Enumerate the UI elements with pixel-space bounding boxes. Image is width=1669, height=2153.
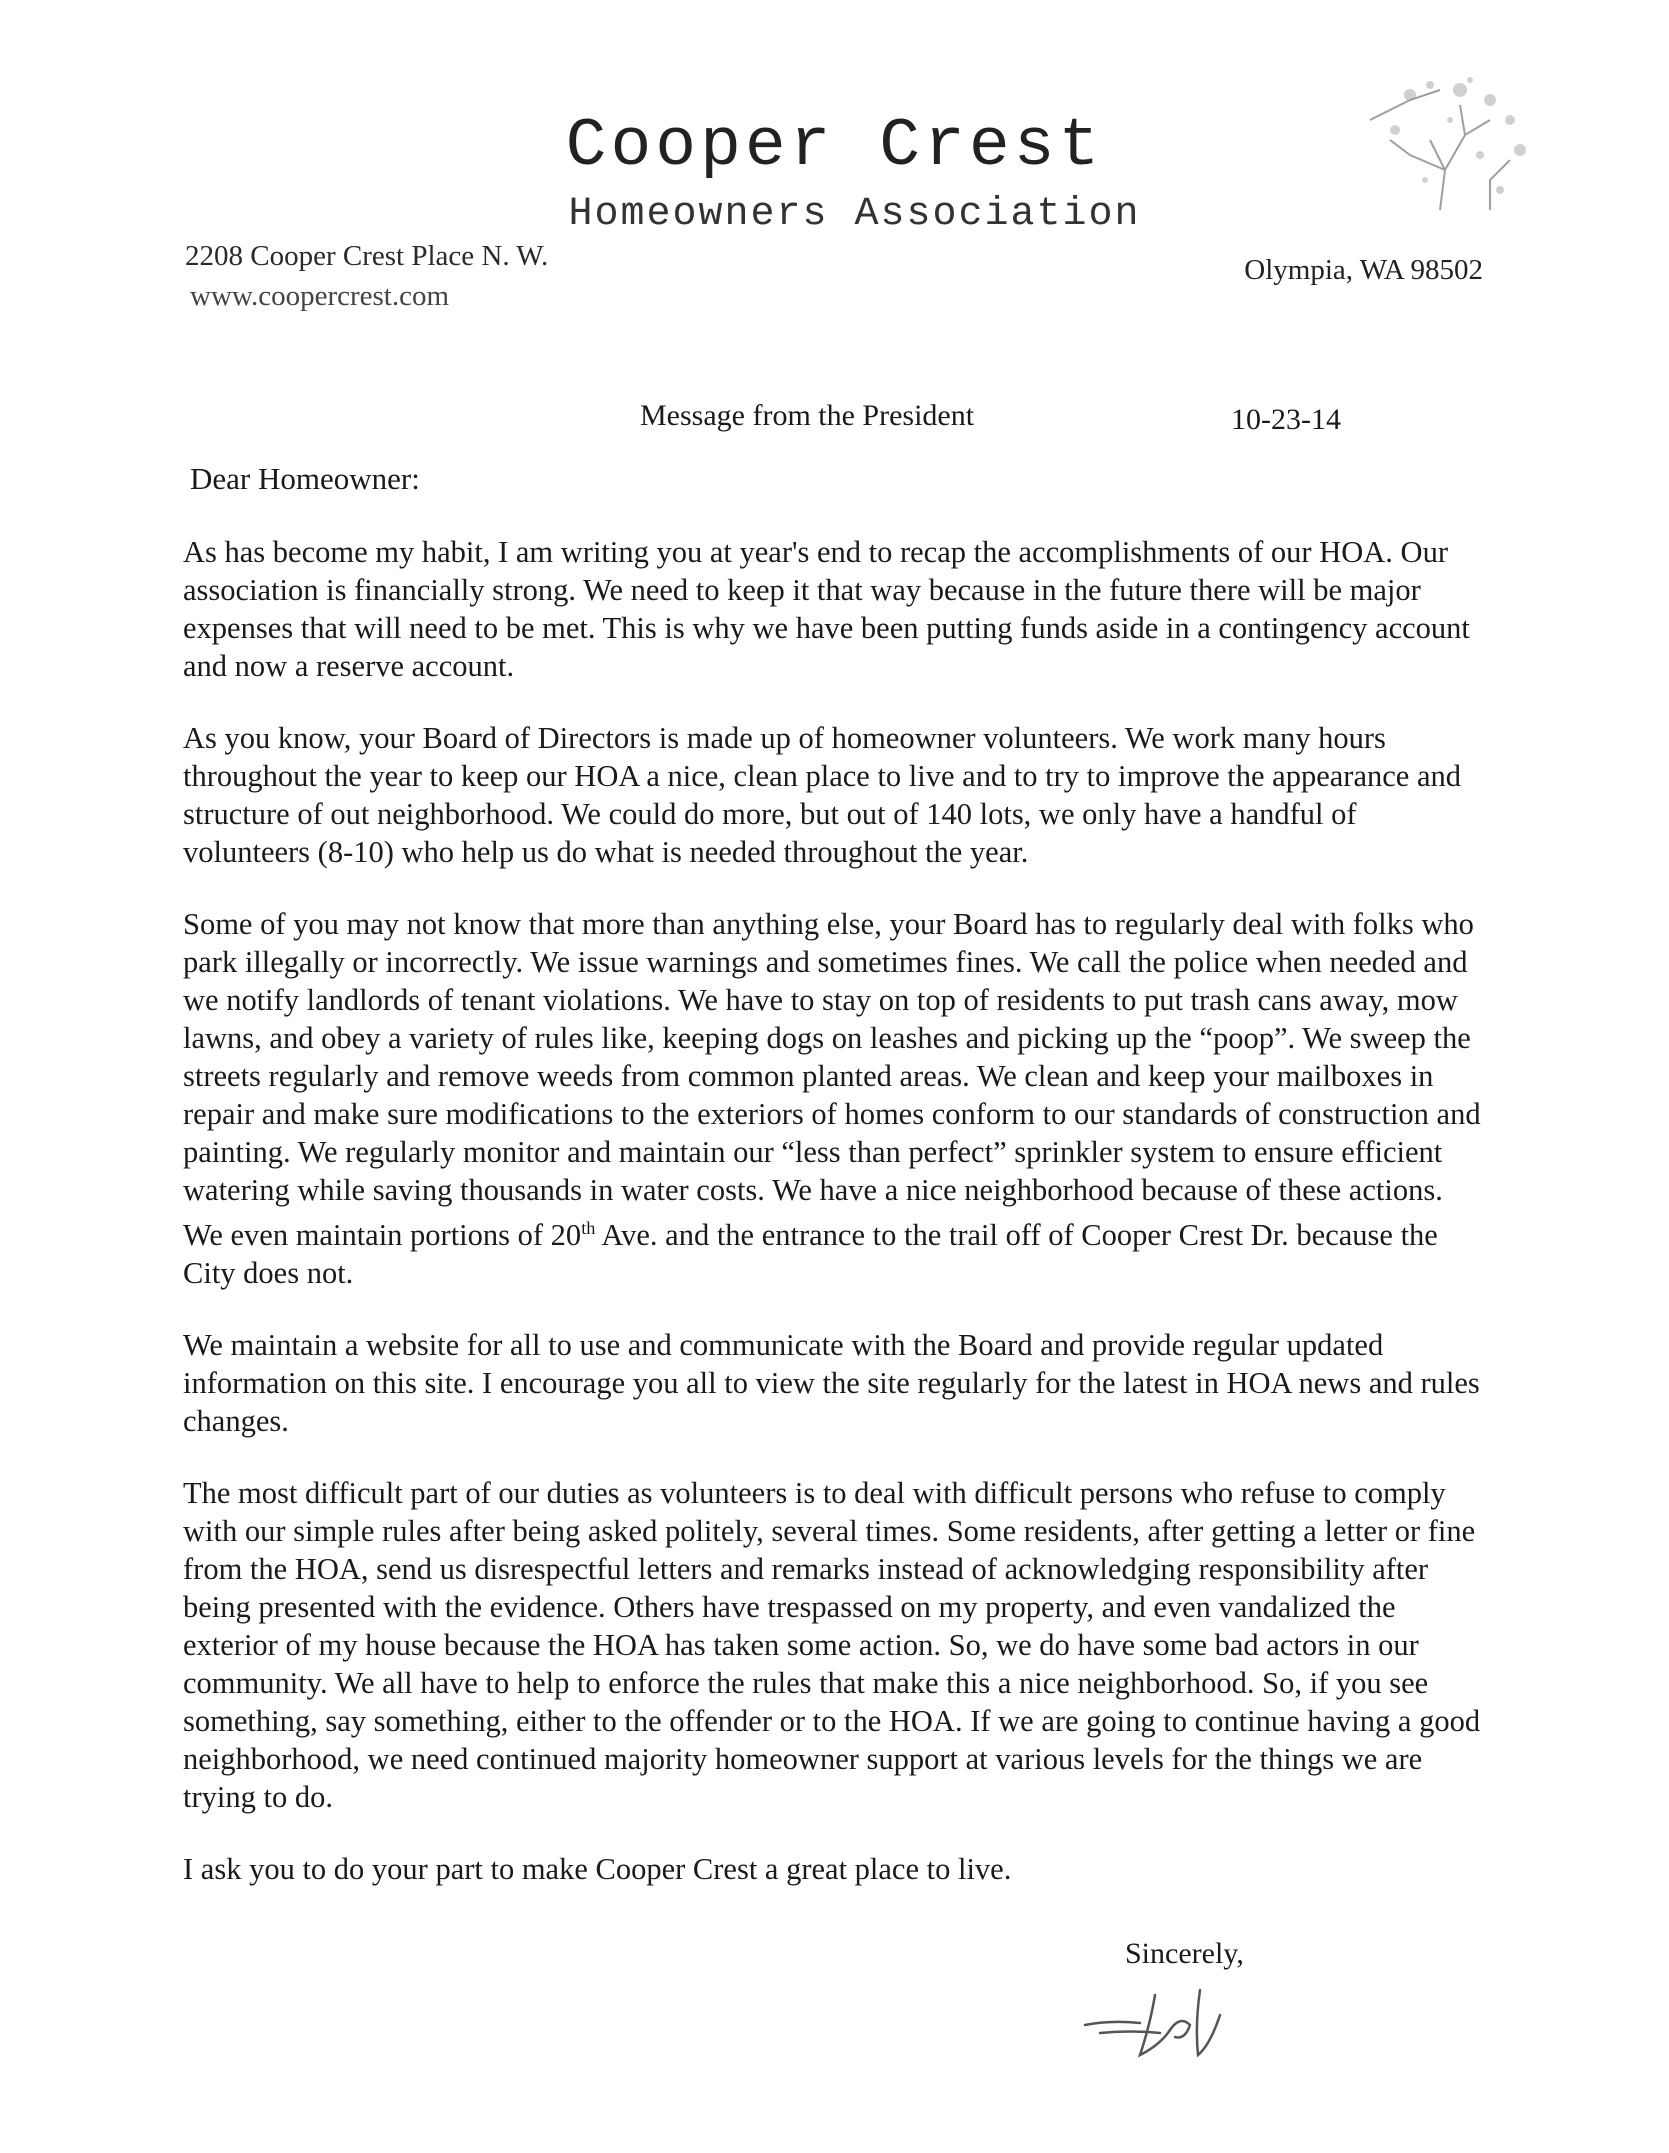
paragraph: As has become my habit, I am writing you at year's end to recap the accomplishments of our HOA. Our association is financially strong. We need to keep it that way because in the future there will be major expenses that will need to be met. This is why we have been putting funds aside in a contingency account and now a reserve account.: [183, 535, 1470, 683]
paragraph: As you know, your Board of Directors is made up of homeowner volunteers. We work many hours throughout the year to keep our HOA a nice, clean place to live and to try to improve the appearance and structure of out neighborhood. We could do more, but out of 140 lots, we only have a handful of volunteers (8-10) who help us do what is needed throughout the year.: [183, 721, 1461, 869]
paragraph: Some of you may not know that more than anything else, your Board has to regularly deal with folks who park illegally or incorrectly. We issue warnings and sometimes fines. We call the police when needed and we notify landlords of tenant violations. We have to stay on top of residents to put trash cans away, mow lawns, and obey a variety of rules like, keeping dogs on leashes and picking up the “poop”. We sweep the streets regularly and remove weeds from common planted areas. We clean and keep your mailboxes in repair and make sure modifications to the exteriors of homes conform to our standards of construction and painting. We regularly monitor and maintain our “less than perfect” sprinkler system to ensure efficient watering while saving thousands in water costs. We have a nice neighborhood because of these actions. We even maintain portions of 20th Ave. and the entrance to the trail off of Cooper Crest Dr. because the City does not.: [183, 907, 1481, 1291]
org-title: Cooper Crest: [565, 108, 1104, 185]
paragraph: I ask you to do your part to make Cooper Crest a great place to live.: [183, 1852, 1012, 1887]
greeting: Dear Homeowner:: [190, 461, 420, 496]
org-subtitle: Homeowners Association: [568, 192, 1141, 237]
website-link[interactable]: www.coopercrest.com: [190, 280, 450, 312]
letter-date: 10-23-14: [1231, 403, 1341, 436]
street-address: 2208 Cooper Crest Place N. W.: [185, 240, 549, 272]
signature-icon: [1070, 1975, 1270, 2080]
message-title: Message from the President: [640, 399, 975, 432]
letter-body: [183, 533, 1483, 1922]
paragraph: The most difficult part of our duties as volunteers is to deal with difficult persons who refuse to comply with our simple rules after being asked politely, several times. Some residents, after getting a letter or fine from the HOA, send us disrespectful letters and remarks instead of acknowledging responsibility after being presented with the evidence. Others have trespassed on my property, and even vandalized the exterior of my house because the HOA has taken some action. So, we do have some bad actors in our community. We all have to help to enforce the rules that make this a nice neighborhood. So, if you see something, say something, either to the offender or to the HOA. If we are going to continue having a good neighborhood, we need continued majority homeowner support at various levels for the things we are trying to do.: [183, 1476, 1481, 1815]
paragraph: We maintain a website for all to use and communicate with the Board and provide regular updated information on this site. I encourage you all to view the site regularly for the latest in HOA news and rules changes.: [183, 1328, 1480, 1439]
closing: Sincerely,: [1125, 1937, 1244, 1970]
city-state-zip: Olympia, WA 98502: [1244, 254, 1483, 286]
